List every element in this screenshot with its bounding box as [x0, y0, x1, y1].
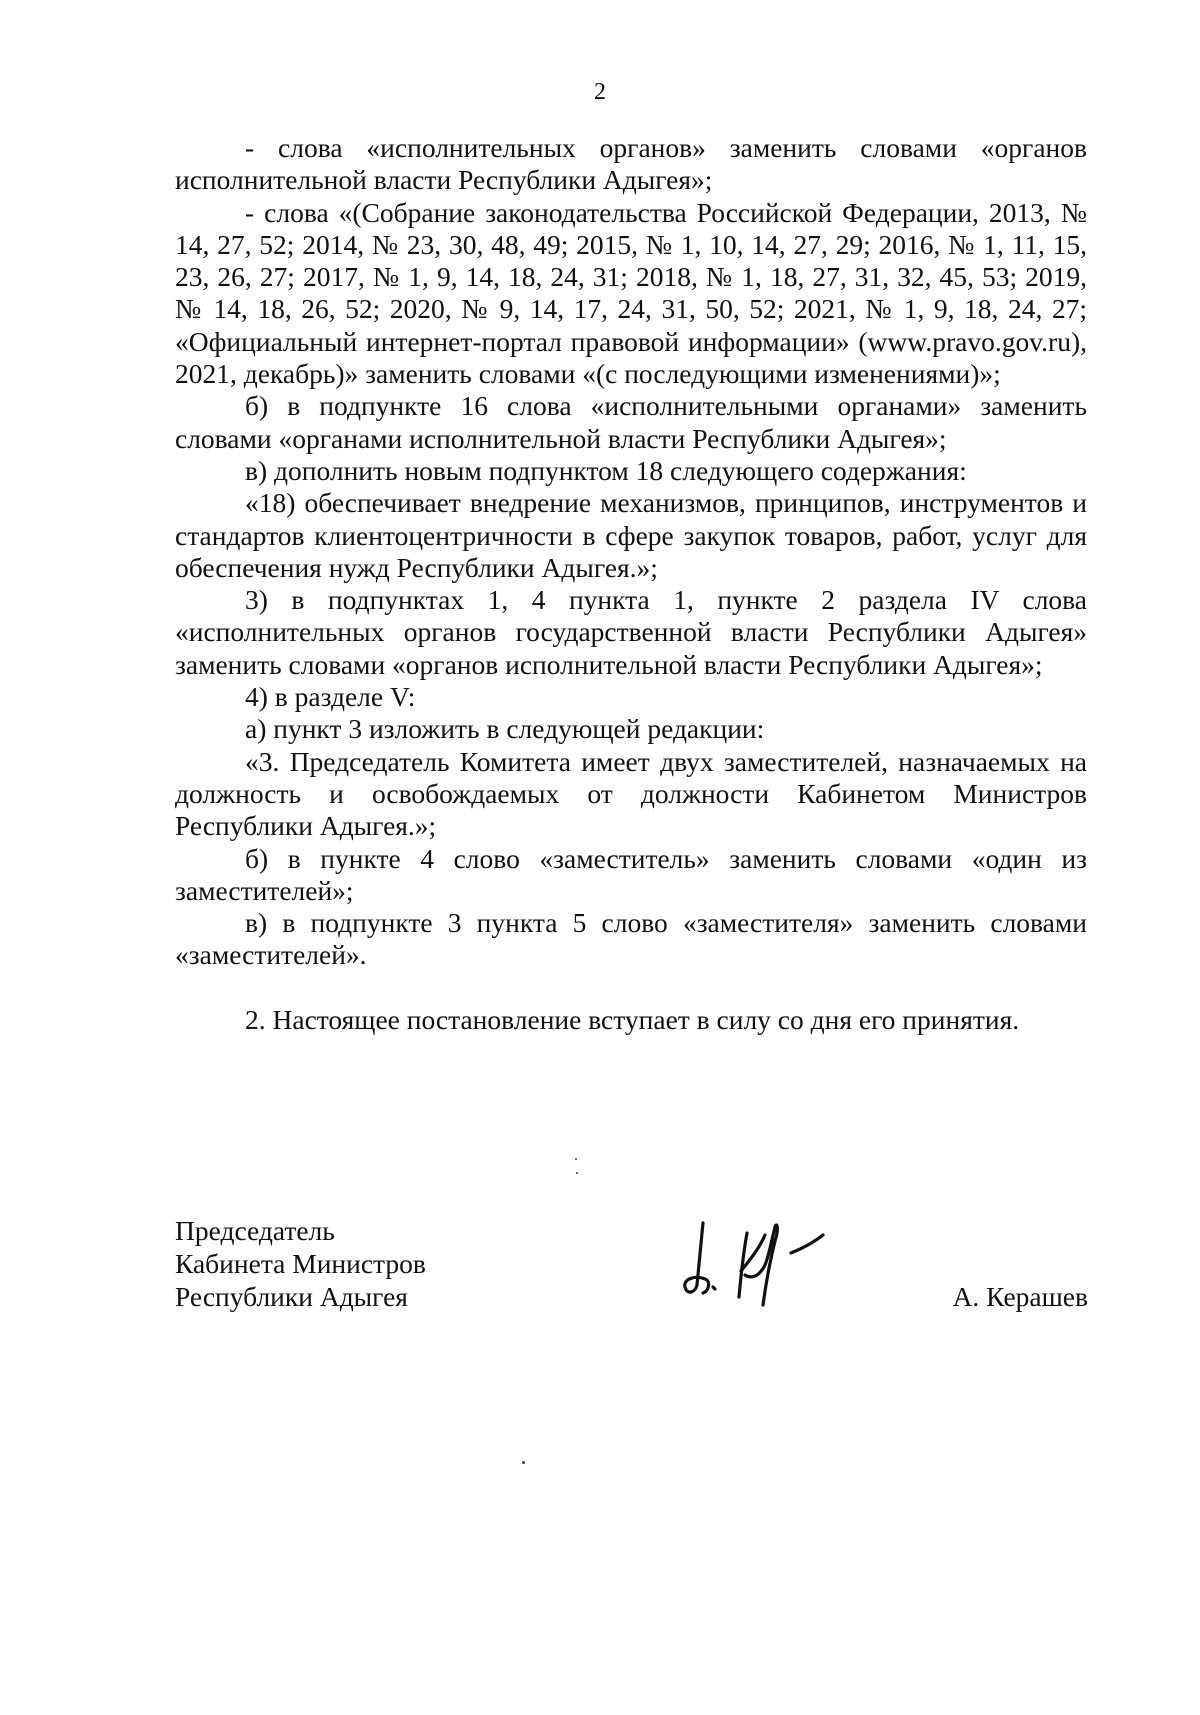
scan-speck — [575, 1158, 577, 1160]
document-body — [175, 132, 1087, 1036]
signatory-name: А. Керашев — [952, 1281, 1088, 1312]
paragraph-replace-organs: - слова «исполнительных органов» заменить словами «органов исполнительной власти Республики Адыгея»; — [175, 132, 1087, 196]
paragraph-subitem-18-text: «18) обеспечивает внедрение механизмов, принципов, инструментов и стандартов клиентоцентричности в сфере закупок товаров, работ, услуг для обеспечения нужд Республики Адыгея.»; — [175, 487, 1087, 583]
paragraph-item-3-text: «3. Председатель Комитета имеет двух заместителей, назначаемых на должность и освобождаемых от должности Кабинетом Министров Республики Адыгея.»; — [175, 745, 1087, 842]
scan-speck — [576, 1172, 578, 1174]
paragraph-replace-citation: - слова «(Собрание законодательства Российской Федерации, 2013, № 14, 27, 52; 2014, № 23, 30, 48, 49; 2015, № 1, 10, 14, 27, 29; 2016, № 1, 11, 15, 23, 26, 27; 2017, № 1, 9, 14, 18, 24, 31; 2018, № 1, 18, 27, 31, 32, 45, 53; 2019, № 14, 18, 26, 52; 2020, № 9, 14, 17, 24, 31, 50, 52; 2021, № 1, 9, 18, 24, 27; «Официальный интернет-портал правовой информации» (www.pravo.gov.ru), 2021, декабрь)» заменить словами «(с последующими изменениями)»; — [175, 196, 1087, 390]
page-number: 2 — [594, 79, 606, 105]
paragraph-effective-date: 2. Настоящее постановление вступает в силу со дня его принятия. — [245, 1003, 1020, 1035]
signatory-title-line1: Председатель — [175, 1215, 335, 1246]
handwritten-signature — [675, 1205, 855, 1315]
paragraph-item-5: в) в подпункте 3 пункта 5 слово «заместителя» заменить словами «заместителей». — [175, 907, 1087, 971]
scan-speck — [522, 1461, 525, 1464]
paragraph-item-4: б) в пункте 4 слово «заместитель» заменить словами «один из заместителей»; — [175, 842, 1087, 906]
paragraph-section-v: 4) в разделе V: — [245, 681, 416, 713]
signatory-title — [175, 1214, 426, 1313]
signatory-title-line3: Республики Адыгея — [175, 1281, 408, 1312]
paragraph-section-iv: 3) в подпунктах 1, 4 пункта 1, пункте 2 раздела IV слова «исполнительных органов государственной власти Республики Адыгея» заменить словами «органов исполнительной власти Республики Адыгея»; — [175, 584, 1087, 680]
paragraph-add-subitem-18: в) дополнить новым подпунктом 18 следующего содержания: — [245, 454, 967, 486]
signatory-title-line2: Кабинета Министров — [175, 1248, 426, 1279]
paragraph-subitem-16: б) в подпункте 16 слова «исполнительными органами» заменить словами «органами исполнительной власти Республики Адыгея»; — [175, 390, 1087, 454]
paragraph-item-3-new: а) пункт 3 изложить в следующей редакции: — [245, 713, 765, 745]
